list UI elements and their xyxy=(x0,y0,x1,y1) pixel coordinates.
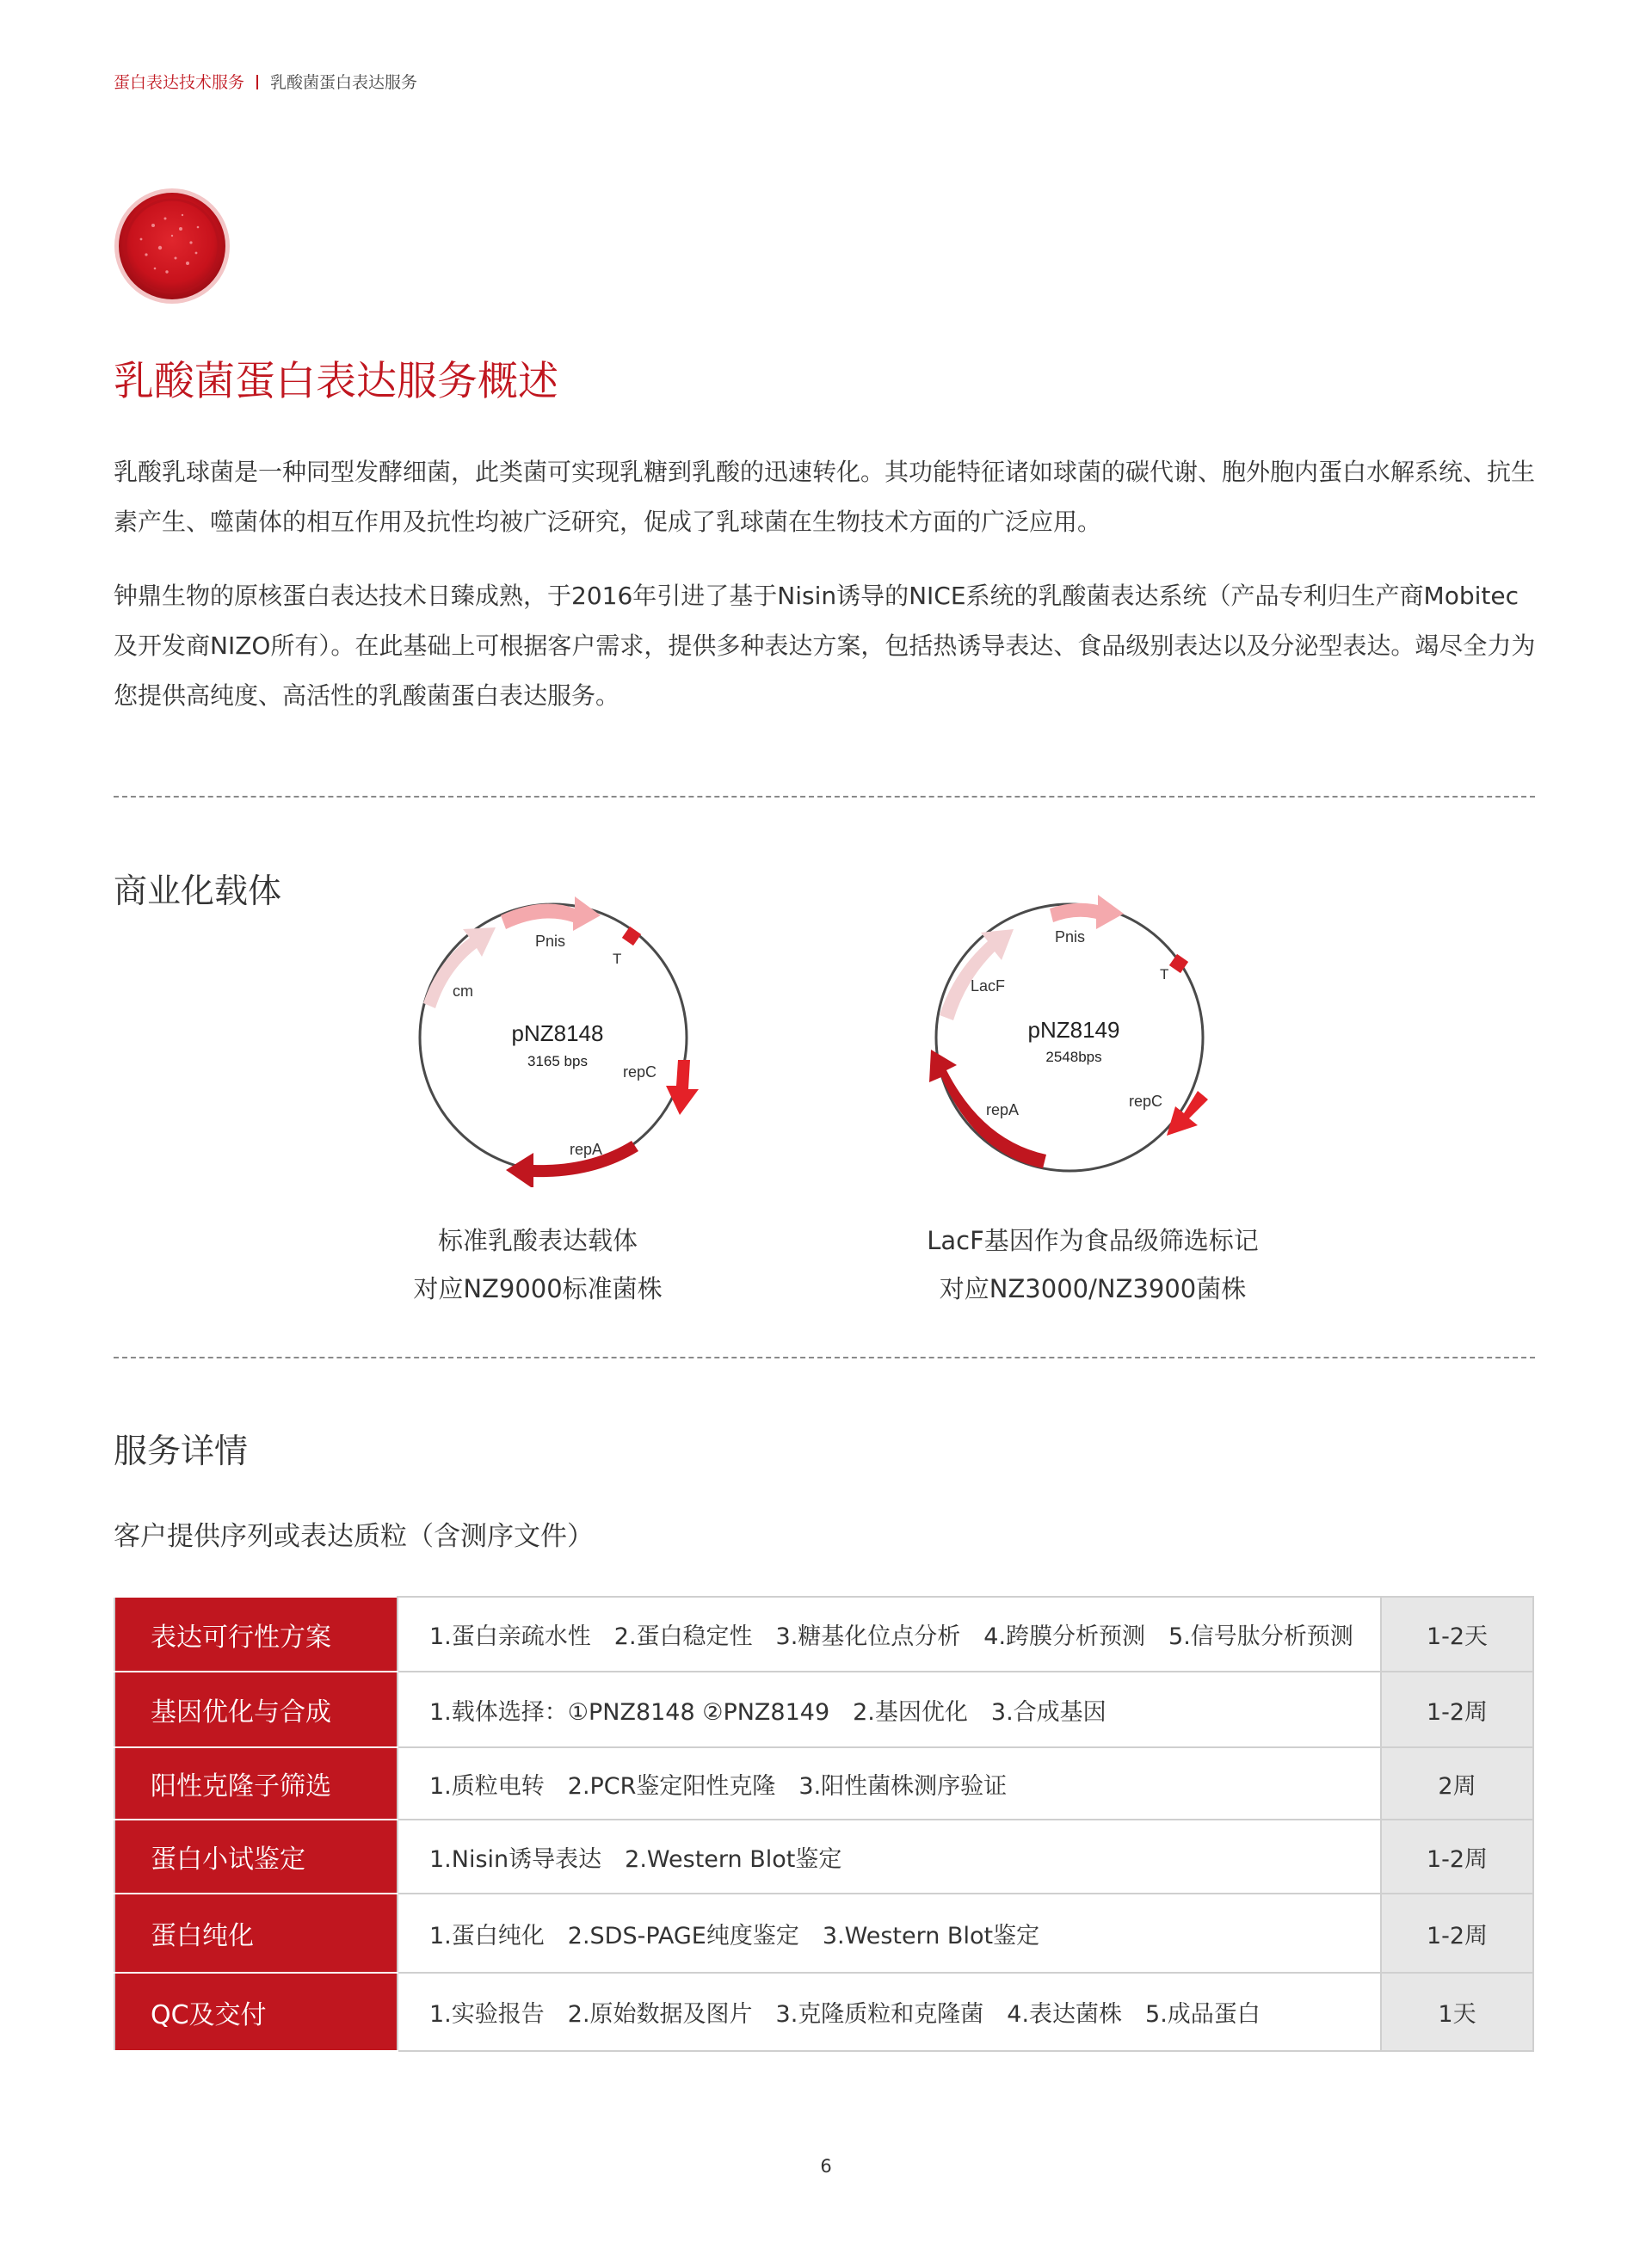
vector-caption-2 xyxy=(865,1216,1321,1313)
terminator-label: T xyxy=(613,951,622,967)
repa-label: repA xyxy=(570,1141,603,1158)
repa-label: repA xyxy=(986,1101,1020,1118)
vector-caption-line-1: 标准乳酸表达载体 xyxy=(437,1226,638,1255)
table-row xyxy=(114,1820,1533,1894)
petri-dish-icon xyxy=(112,186,232,306)
overview-title: 乳酸菌蛋白表达服务概述 xyxy=(114,358,558,405)
pnis-label: Pnis xyxy=(1055,928,1086,945)
terminator-label: T xyxy=(1160,966,1169,982)
plasmid-size: 2548bps xyxy=(1045,1049,1102,1065)
pnis-arrow xyxy=(1050,895,1124,929)
service-table xyxy=(114,1596,1534,2052)
service-step-items: 1.实验报告 2.原始数据及图片 3.克隆质粒和克隆菌 4.表达菌株 5.成品蛋白 xyxy=(398,1973,1381,2051)
service-step-items: 1.蛋白亲疏水性 2.蛋白稳定性 3.糖基化位点分析 4.跨膜分析预测 5.信号肽分析预测 xyxy=(398,1597,1381,1672)
section-divider xyxy=(114,1357,1535,1358)
service-step-duration: 1-2天 xyxy=(1381,1597,1533,1672)
vector-caption-line-1: LacF基因作为食品级筛选标记 xyxy=(927,1226,1259,1255)
repc-label: repC xyxy=(623,1063,657,1081)
service-step-duration: 1-2周 xyxy=(1381,1820,1533,1894)
terminator-marker xyxy=(622,927,641,945)
marker-label: cm xyxy=(453,982,473,1000)
service-step-duration: 1天 xyxy=(1381,1973,1533,2051)
vector-caption-line-2: 对应NZ9000标准菌株 xyxy=(413,1274,663,1303)
service-step-duration: 1-2周 xyxy=(1381,1672,1533,1747)
overview-paragraph-1: 乳酸乳球菌是一种同型发酵细菌，此类菌可实现乳糖到乳酸的迅速转化。其功能特征诸如球菌的碳代谢、胞外胞内蛋白水解系统、抗生素产生、噬菌体的相互作用及抗性均被广泛研究，促成了乳球菌在生物技术方面的广泛应用。 xyxy=(114,458,1536,536)
service-step-name: 蛋白纯化 xyxy=(114,1894,398,1973)
overview-paragraph-2: 钟鼎生物的原核蛋白表达技术日臻成熟，于2016年引进了基于Nisin诱导的NICE系统的乳酸菌表达系统（产品专利归生产商Mobitec及开发商NIZO所有）。在此基础上可根据客户需求，提供多种表达方案，包括热诱导表达、食品级别表达以及分泌型表达。竭尽全力为您提供高纯度、高活性的乳酸菌蛋白表达服务。 xyxy=(114,582,1536,710)
service-subtitle: 客户提供序列或表达质粒（含测序文件） xyxy=(114,1521,594,1552)
service-step-name: 表达可行性方案 xyxy=(114,1597,398,1672)
table-row xyxy=(114,1973,1533,2051)
table-row xyxy=(114,1894,1533,1973)
table-row xyxy=(114,1597,1533,1672)
breadcrumb-separator xyxy=(256,75,258,89)
service-step-name: 阳性克隆子筛选 xyxy=(114,1747,398,1820)
service-step-items: 1.Nisin诱导表达 2.Western Blot鉴定 xyxy=(398,1820,1381,1894)
service-step-name: 基因优化与合成 xyxy=(114,1672,398,1747)
plasmid-size: 3165 bps xyxy=(527,1053,588,1069)
service-step-items: 1.质粒电转 2.PCR鉴定阳性克隆 3.阳性菌株测序验证 xyxy=(398,1747,1381,1820)
service-step-items: 1.蛋白纯化 2.SDS-PAGE纯度鉴定 3.Western Blot鉴定 xyxy=(398,1894,1381,1973)
vector-caption-line-2: 对应NZ3000/NZ3900菌株 xyxy=(939,1274,1247,1303)
page-number: 6 xyxy=(820,2156,832,2177)
marker-label: LacF xyxy=(971,977,1006,995)
service-step-name: 蛋白小试鉴定 xyxy=(114,1820,398,1894)
plasmid-name: pNZ8149 xyxy=(1027,1017,1120,1043)
service-step-name: QC及交付 xyxy=(114,1973,398,2051)
plasmid-map-pnz8148 xyxy=(387,878,714,1187)
repc-arrow xyxy=(666,1060,699,1115)
plasmid-name: pNZ8148 xyxy=(511,1020,604,1046)
breadcrumb-category[interactable]: 蛋白表达技术服务 xyxy=(114,73,245,92)
vectors-title: 商业化载体 xyxy=(114,872,282,911)
plasmid-map-pnz8149 xyxy=(903,878,1230,1187)
service-title: 服务详情 xyxy=(114,1432,249,1471)
table-row xyxy=(114,1672,1533,1747)
service-step-duration: 1-2周 xyxy=(1381,1894,1533,1973)
service-step-duration: 2周 xyxy=(1381,1747,1533,1820)
service-step-items: 1.载体选择：①PNZ8148 ②PNZ8149 2.基因优化 3.合成基因 xyxy=(398,1672,1381,1747)
pnis-arrow xyxy=(501,896,601,931)
pnis-label: Pnis xyxy=(535,933,566,950)
breadcrumb xyxy=(114,72,417,93)
repc-label: repC xyxy=(1129,1093,1163,1110)
table-row xyxy=(114,1747,1533,1820)
section-divider xyxy=(114,796,1535,798)
breadcrumb-current: 乳酸菌蛋白表达服务 xyxy=(270,73,418,92)
vector-caption-1 xyxy=(344,1216,731,1313)
